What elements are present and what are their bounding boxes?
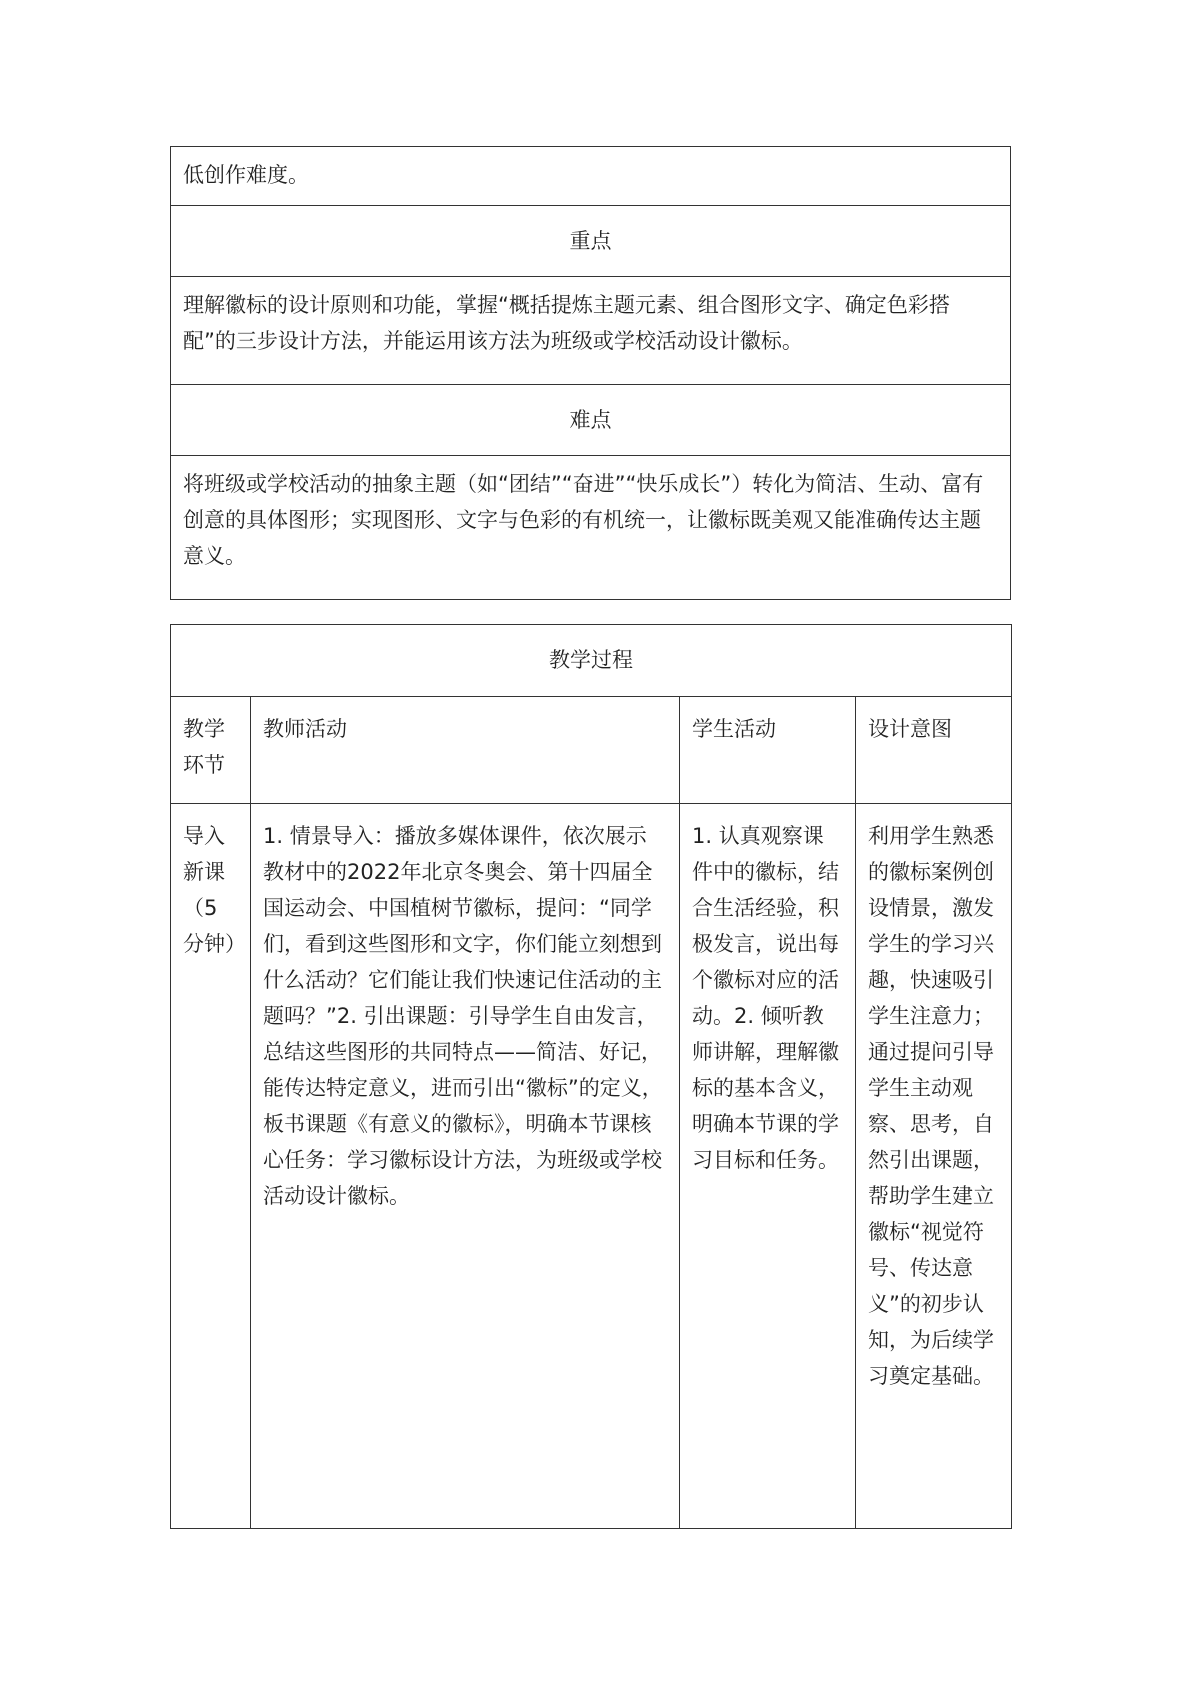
teacher-activity-cell: [251, 804, 680, 1529]
difficulties-heading: 难点: [171, 385, 1011, 456]
design-intent-text: 利用学生熟悉的徽标案例创设情景，激发学生的学习兴趣，快速吸引学生注意力；通过提问引导学生主动观察、思考，自然引出课题，帮助学生建立徽标“视觉符号、传达意义”的初步认知，为后续学习奠定基础。: [868, 824, 994, 1388]
stage-cell: [171, 804, 251, 1529]
student-activity-text: 1. 认真观察课件中的徽标，结合生活经验，积极发言，说出每个徽标对应的活动。2. 倾听教师讲解，理解徽标的基本含义，明确本节课的学习目标和任务。: [692, 824, 839, 1172]
stage-text: 导入新课（5分钟）: [183, 824, 246, 956]
header-intent-text: 设计意图: [868, 717, 952, 741]
table-row: [171, 804, 1012, 1529]
continuation-cell: [171, 147, 1011, 206]
process-title: 教学过程: [171, 625, 1012, 697]
header-stage-text: 教学环节: [183, 717, 225, 777]
difficulties-text: 将班级或学校活动的抽象主题（如“团结”“奋进”“快乐成长”）转化为简洁、生动、富有创意的具体图形；实现图形、文字与色彩的有机统一，让徽标既美观又能准确传达主题意义。: [183, 472, 984, 568]
key-points-heading: 重点: [171, 206, 1011, 277]
header-student: [680, 697, 856, 804]
header-teacher: [251, 697, 680, 804]
teacher-activity-text: 1. 情景导入：播放多媒体课件，依次展示教材中的2022年北京冬奥会、第十四届全国运动会、中国植树节徽标，提问：“同学们，看到这些图形和文字，你们能立刻想到什么活动？它们能让我们快速记住活动的主题吗？”2. 引出课题：引导学生自由发言，总结这些图形的共同特点——简洁、好记，能传达特定意义，进而引出“徽标”的定义，板书课题《有意义的徽标》，明确本节课核心任务：学习徽标设计方法，为班级或学校活动设计徽标。: [263, 824, 663, 1208]
continuation-text: 低创作难度。: [183, 163, 309, 187]
objectives-table: [170, 146, 1011, 600]
teaching-process-table: [170, 624, 1012, 1529]
design-intent-cell: [856, 804, 1012, 1529]
header-teacher-text: 教师活动: [263, 717, 347, 741]
header-intent: [856, 697, 1012, 804]
student-activity-cell: [680, 804, 856, 1529]
difficulties-cell: [171, 456, 1011, 600]
header-student-text: 学生活动: [692, 717, 776, 741]
header-stage: [171, 697, 251, 804]
key-points-cell: [171, 277, 1011, 385]
key-points-text: 理解徽标的设计原则和功能，掌握“概括提炼主题元素、组合图形文字、确定色彩搭配”的三步设计方法，并能运用该方法为班级或学校活动设计徽标。: [183, 293, 950, 353]
